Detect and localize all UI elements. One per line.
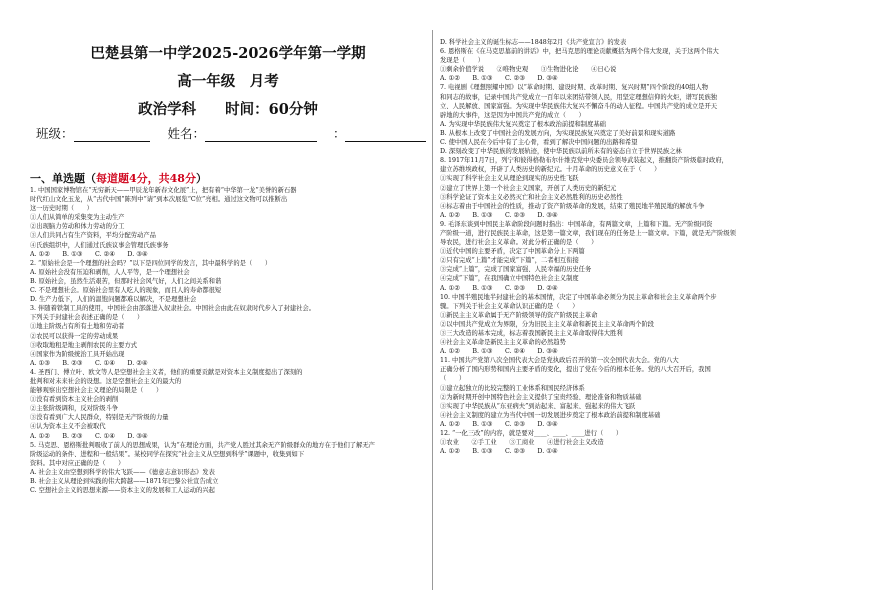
question-line: 4. 圣西门、傅立叶、欧文等人是空想社会主义者，他们的重要贡献是对资本主义制度提出了深刻的 <box>30 368 303 376</box>
question-line: ②主张阶级调和，反对阶级斗争 <box>30 405 119 413</box>
question-line: 批判和对未来社会的设想。这是空想社会主义的最大的 <box>30 377 182 385</box>
question-line: ①人们从简单的采集变为主动生产 <box>30 214 125 222</box>
question-line: 建立苏维埃政权，开辟了人类历史的新纪元。十月革命的历史意义在于（ ） <box>440 166 661 174</box>
question-line: 2. “原始社会是一个理想的社会吗？”以下是四位同学的发言，其中最科学的是（ ） <box>30 259 272 267</box>
question-line: A. ①② B. ①③ C. ②④ D. ③④ <box>440 348 558 356</box>
question-line: （ ） <box>440 375 466 383</box>
question-line: ①新民主主义革命属于无产阶级领导的资产阶级民主革命 <box>440 311 598 319</box>
question-line: 5. 马克思、恩格斯批判吸收了前人的思想成果，认为“在理论方面，共产党人胜过其余无产阶级群众的地方在于他们了解无产 <box>30 441 375 449</box>
left-question-list <box>30 186 426 495</box>
question-line: A. ①② B. ①③ C. ②③ D. ③④ <box>440 211 558 219</box>
question-line: 立、人民解放、国家富强。为实现中华民族伟大复兴不懈奋斗的动人征程。中国共产党的成立是开天 <box>440 102 718 110</box>
question-line: ④社会主义革命是新民主主义革命的必然趋势 <box>440 339 566 347</box>
class-blank[interactable] <box>74 129 150 142</box>
student-info-row <box>36 124 426 142</box>
question-line: 和同志的故事，记录中国共产党成立一百年以来团结带领人民，用坚定理想信仰的火炬，谱写民族独 <box>440 93 718 101</box>
question-line: 3. 伴随着铁制工具的使用，中国社会由部落进入奴隶社会。中国社会由此在奴隶时代步入了封建社会。 <box>30 305 316 313</box>
section-heading <box>30 170 207 186</box>
question-line: ④氏族组织中，人们通过氏族议事会管理氏族事务 <box>30 241 169 249</box>
question-line: 资料。其中对应正确的是（ ） <box>30 459 125 467</box>
question-line: C. 不是理想社会。原始社会里有人吃人的现象，而且人的寿命都很短 <box>30 287 222 295</box>
extra-blank[interactable] <box>345 129 426 142</box>
question-line: A. 原始社会没有压迫和剥削，人人平等，是一个理想社会 <box>30 268 190 276</box>
question-line: ②以中国共产党成立为界限，分为旧民主主义革命和新民主主义革命两个阶段 <box>440 320 655 328</box>
question-line: 正确分析了国内形势和国内主要矛盾的变化，提出了党在今后的根本任务。党的八大召开后，我国 <box>440 366 711 374</box>
name-label: 姓名： <box>167 126 205 141</box>
question-line: ①建立起独立的比较完整的工业体系和国民经济体系 <box>440 384 585 392</box>
column-divider <box>432 30 433 590</box>
exam-subject-time: 政治学科 时间：60分钟 <box>138 101 318 118</box>
question-line: A. ①② B. ①③ C. ②④ D. ③④ <box>30 250 148 258</box>
extra-label: ： <box>332 126 346 141</box>
question-line: 8. 1917年11月7日，列宁和彼得格勒布尔什维克党中央委员会领导武装起义，推翻资产阶级临时政府， <box>440 157 728 165</box>
question-line: ①农业 ②手工业 ③工商业 ④进行社会主义改造 <box>440 439 604 447</box>
question-line: A. 社会主义由空想到科学的伟大飞跃——《德意志意识形态》发表 <box>30 468 215 476</box>
question-line: ③收取地租是地主剥削农民的主要方式 <box>30 341 138 349</box>
question-line: 1. 中国国家博物馆在“无穷新天——甲辰龙年新春文化展”上，把有着“中华第一龙”美誉的新石器 <box>30 187 297 194</box>
question-line: 辟地的大事件，这是因为中国共产党的成立（ ） <box>440 111 585 119</box>
exam-title: 巴楚县第一中学2025-2026学年第一学期 <box>90 45 366 62</box>
question-line: 发现是（ ） <box>440 57 485 65</box>
question-line: A. ①② B. ①③ C. ②③ D. ②④ <box>440 284 558 292</box>
question-line: 时代红山文化玉龙，从“古代中国”陈列中“请”到本次展览“C位”亮相。通过这文物可以推断出 <box>30 196 288 204</box>
left-column <box>30 0 426 616</box>
question-line: 这一历史时期（ ） <box>30 205 93 213</box>
question-line: D. 科学社会主义的诞生标志——1848年2月《共产党宣言》的发表 <box>440 39 627 46</box>
question-line: A. ①② B. ①③ C. ②③ D. ③④ <box>440 420 558 428</box>
question-line: 11. 中国共产党第八次全国代表大会是党执政后召开的第一次全国代表大会。党的八大 <box>440 357 679 365</box>
question-line: 下列关于封建社会表述正确的是（ ） <box>30 314 144 322</box>
question-line: ②只有完成“上篇”才能完成“下篇”，二者相互衔接 <box>440 257 579 265</box>
question-line: 骤。下列关于社会主义革命认识正确的是（ ） <box>440 302 579 310</box>
question-line: ③实现了中华民族从“东亚病夫”到站起来、富起来、强起来的伟大飞跃 <box>440 402 636 410</box>
question-line: 能够观察出空想社会主义理论的局限是（ ） <box>30 387 163 395</box>
question-line: D. 生产力低下，人们的温饱问题都难以解决，不是理想社会 <box>30 296 197 304</box>
name-blank[interactable] <box>205 129 317 142</box>
question-line: D. 深刻改变了中华民族的发展轨迹，使中华民族以前所未有的姿态自立于世界民族之林 <box>440 148 682 156</box>
question-line: ③人们共同占有生产资料，平均分配劳动产品 <box>30 232 156 240</box>
question-line: C. 空想社会主义的思想来源——资本主义的发展和工人运动的兴起 <box>30 487 215 495</box>
question-line: B. 原始社会，虽然生活艰苦，但那时社会风气好，人们之间关系和谐 <box>30 277 222 285</box>
question-line: ①没有看到资本主义社会的剥削 <box>30 396 119 404</box>
question-line: C. 使中国人民在今后中有了主心骨，看到了解决中国问题的出路和希望 <box>440 139 638 147</box>
question-line: ④标志着由于中国社会的性质，推动了资产阶级革命的发展，结束了殖民地半殖民地的解放斗争 <box>440 202 705 210</box>
question-line: ④社会主义制度的建立为当代中国一切发展进步奠定了根本政治前提和制度基础 <box>440 411 661 419</box>
question-line: 阶级运动的条件、进程和一般结果”。某校同学在探究“社会主义从空想到科学”课题中，收集到如下 <box>30 450 305 458</box>
question-line: ③三大改造的基本完成，标志着我国新民主主义革命取得伟大胜利 <box>440 330 623 337</box>
section-suffix: ） <box>195 172 207 185</box>
question-line: A. ①② B. ①③ C. ②③ D. ③④ <box>440 75 558 83</box>
question-line: A. ①③ B. ②③ C. ①④ D. ②④ <box>30 359 148 367</box>
question-line: 产阶级一道，进行民族民主革命，这是第一篇文章，我们现在的任务是上一篇文章。下篇，就是无产阶级领 <box>440 229 736 237</box>
question-line: 导农民，进行社会主义革命。对此分析正确的是（ ） <box>440 239 598 247</box>
section-score-note: 每道题4分，共48分 <box>96 172 196 185</box>
question-line: ②建立了世界上第一个社会主义国家，开创了人类历史的新纪元 <box>440 184 617 192</box>
question-line: ①近代中国的主要矛盾，决定了中国革命分上下两篇 <box>440 248 585 256</box>
section-prefix: 一、单选题（ <box>30 172 96 185</box>
question-line: ①剩余价值学说 ②唯物史观 ③生物进化论 ④日心说 <box>440 66 617 74</box>
question-line: ①地主阶级占有所有土地和劳动者 <box>30 323 125 331</box>
question-line: 6. 恩格斯在《在马克思墓前的讲话》中，把马克思的理论贡献概括为两个伟大发现，关于这两个伟大 <box>440 48 719 56</box>
question-line: A. ①② B. ①③ C. ②③ D. ①④ <box>440 448 558 456</box>
question-line: 7. 电视剧《理想照耀中国》以“革命时期、建设时期、改革时期、复兴时期”四个阶段的40组人物 <box>440 84 709 92</box>
question-line: ②农民可以获得一定的劳动成果 <box>30 332 119 340</box>
class-label: 班级： <box>36 126 74 141</box>
question-line: ③完成“上篇”，完成了国家富强、人民幸福的历史任务 <box>440 266 592 274</box>
question-line: 12. “一化三改”的内容，就是要对____、____、____进行（ ） <box>440 430 623 438</box>
question-line: 10. 中国半殖民地半封建社会的基本国情，决定了中国革命必须分为民主革命和社会主义革命两个步 <box>440 293 717 301</box>
exam-grade: 高一年级 月考 <box>177 73 279 90</box>
question-line: ④完成“下篇”，在我国确立中国特色社会主义制度 <box>440 275 579 283</box>
question-line: ②为新时期开创中国特色社会主义提供了宝贵经验、理论准备和物质基础 <box>440 393 642 401</box>
question-line: ④认为资本主义不会被取代 <box>30 423 106 431</box>
question-line: ①实现了科学社会主义从理论到现实的历史性飞跃 <box>440 175 579 183</box>
right-question-list <box>440 38 860 456</box>
question-line: A. ①② B. ②③ C. ①④ D. ③④ <box>30 432 148 440</box>
question-line: ③没有看到广大人民群众，特别是无产阶级的力量 <box>30 414 169 422</box>
question-line: ④国家作为阶级统治工具开始出现 <box>30 350 125 358</box>
question-line: B. 社会主义从理论到实践的伟大跨越——1871年巴黎公社宣告成立 <box>30 478 219 485</box>
right-column <box>440 0 860 616</box>
question-line: 9. 毛泽东谈到中国民主革命阶段问题时指出：中国革命，有两篇文章，上篇和下篇。无产阶级同资 <box>440 220 713 228</box>
question-line: ②出现脑力劳动和体力劳动的分工 <box>30 223 125 231</box>
question-line: A. 为实现中华民族伟大复兴奠定了根本政治前提和制度基础 <box>440 120 606 128</box>
question-line: ③科学论证了资本主义必然灭亡和社会主义必然胜利的历史必然性 <box>440 193 623 201</box>
question-line: B. 从根本上改变了中国社会的发展方向，为实现民族复兴奠定了美好前景和现实道路 <box>440 129 676 137</box>
